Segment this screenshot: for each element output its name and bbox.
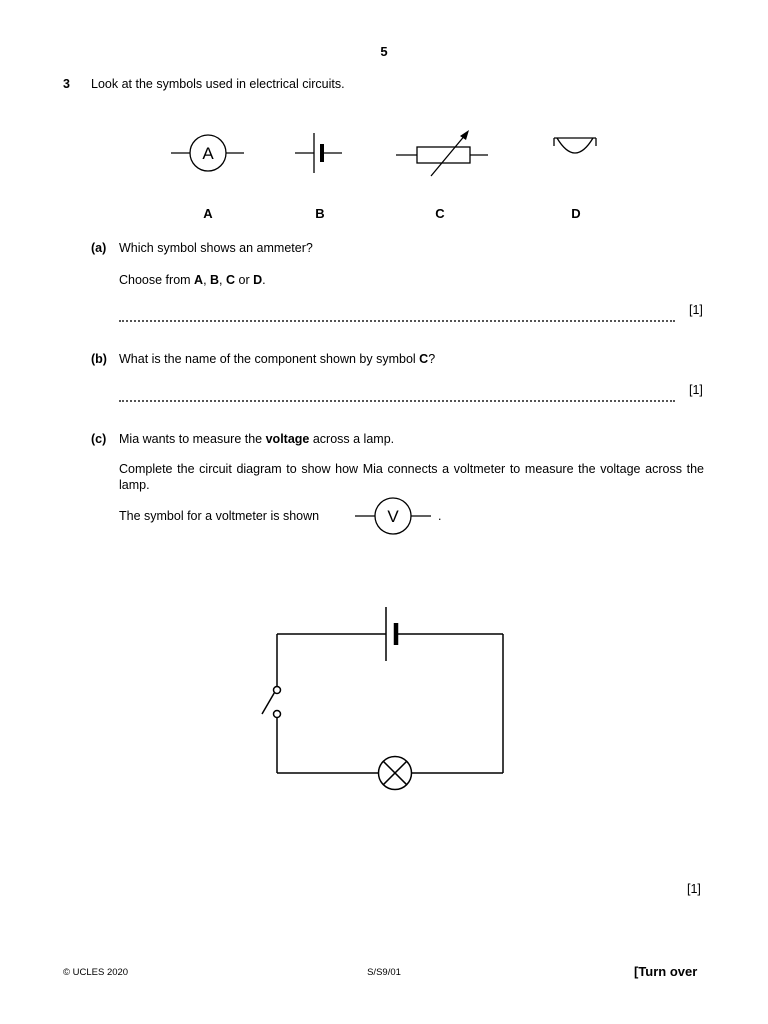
- copyright: © UCLES 2020: [63, 967, 129, 978]
- question-number: 3: [63, 77, 70, 91]
- ammeter-letter: A: [202, 144, 214, 163]
- circuit-wires: [277, 634, 503, 773]
- question-text: Look at the symbols used in electrical circuits.: [91, 77, 345, 91]
- part-c-intro: Mia wants to measure the voltage across a lamp.: [119, 432, 395, 446]
- symbol-label-b: B: [315, 206, 325, 221]
- cell-in-circuit: [386, 607, 396, 661]
- voltmeter-caption: The symbol for a voltmeter is shown: [119, 509, 320, 523]
- arrow-icon: [460, 130, 469, 140]
- page-number: 5: [380, 44, 388, 59]
- symbol-label-a: A: [203, 206, 213, 221]
- answer-line-a[interactable]: [119, 310, 675, 322]
- voltmeter-symbol: [355, 496, 435, 536]
- part-a-question: Which symbol shows an ammeter?: [119, 241, 313, 255]
- part-c-instruction: Complete the circuit diagram to show how Mia connects a voltmeter to measure the voltage across the lamp.: [119, 462, 704, 492]
- part-a-choose-line: Choose from A, B, C or D.: [119, 273, 266, 287]
- part-b-label: (b): [91, 352, 107, 366]
- voltmeter-letter: V: [387, 507, 399, 526]
- voltmeter-period: .: [438, 509, 442, 523]
- circuit-symbols: [0, 120, 768, 190]
- mark-a: [1]: [689, 303, 703, 317]
- curved-component-symbol: [554, 138, 596, 153]
- mark-c: [1]: [687, 882, 701, 896]
- part-a-label: (a): [91, 241, 107, 255]
- switch-in-circuit: [262, 687, 281, 718]
- answer-line-b[interactable]: [119, 390, 675, 402]
- variable-resistor-symbol: [396, 134, 488, 176]
- part-c-label: (c): [91, 432, 107, 446]
- part-b-question: What is the name of the component shown by symbol C?: [119, 352, 436, 366]
- mark-b: [1]: [689, 383, 703, 397]
- cell-symbol: [295, 133, 342, 173]
- symbol-label-c: C: [435, 206, 445, 221]
- paper-code: S/S9/01: [367, 967, 401, 978]
- turn-over: [Turn over: [634, 964, 698, 979]
- symbol-label-d: D: [571, 206, 581, 221]
- lamp-in-circuit: [379, 757, 412, 790]
